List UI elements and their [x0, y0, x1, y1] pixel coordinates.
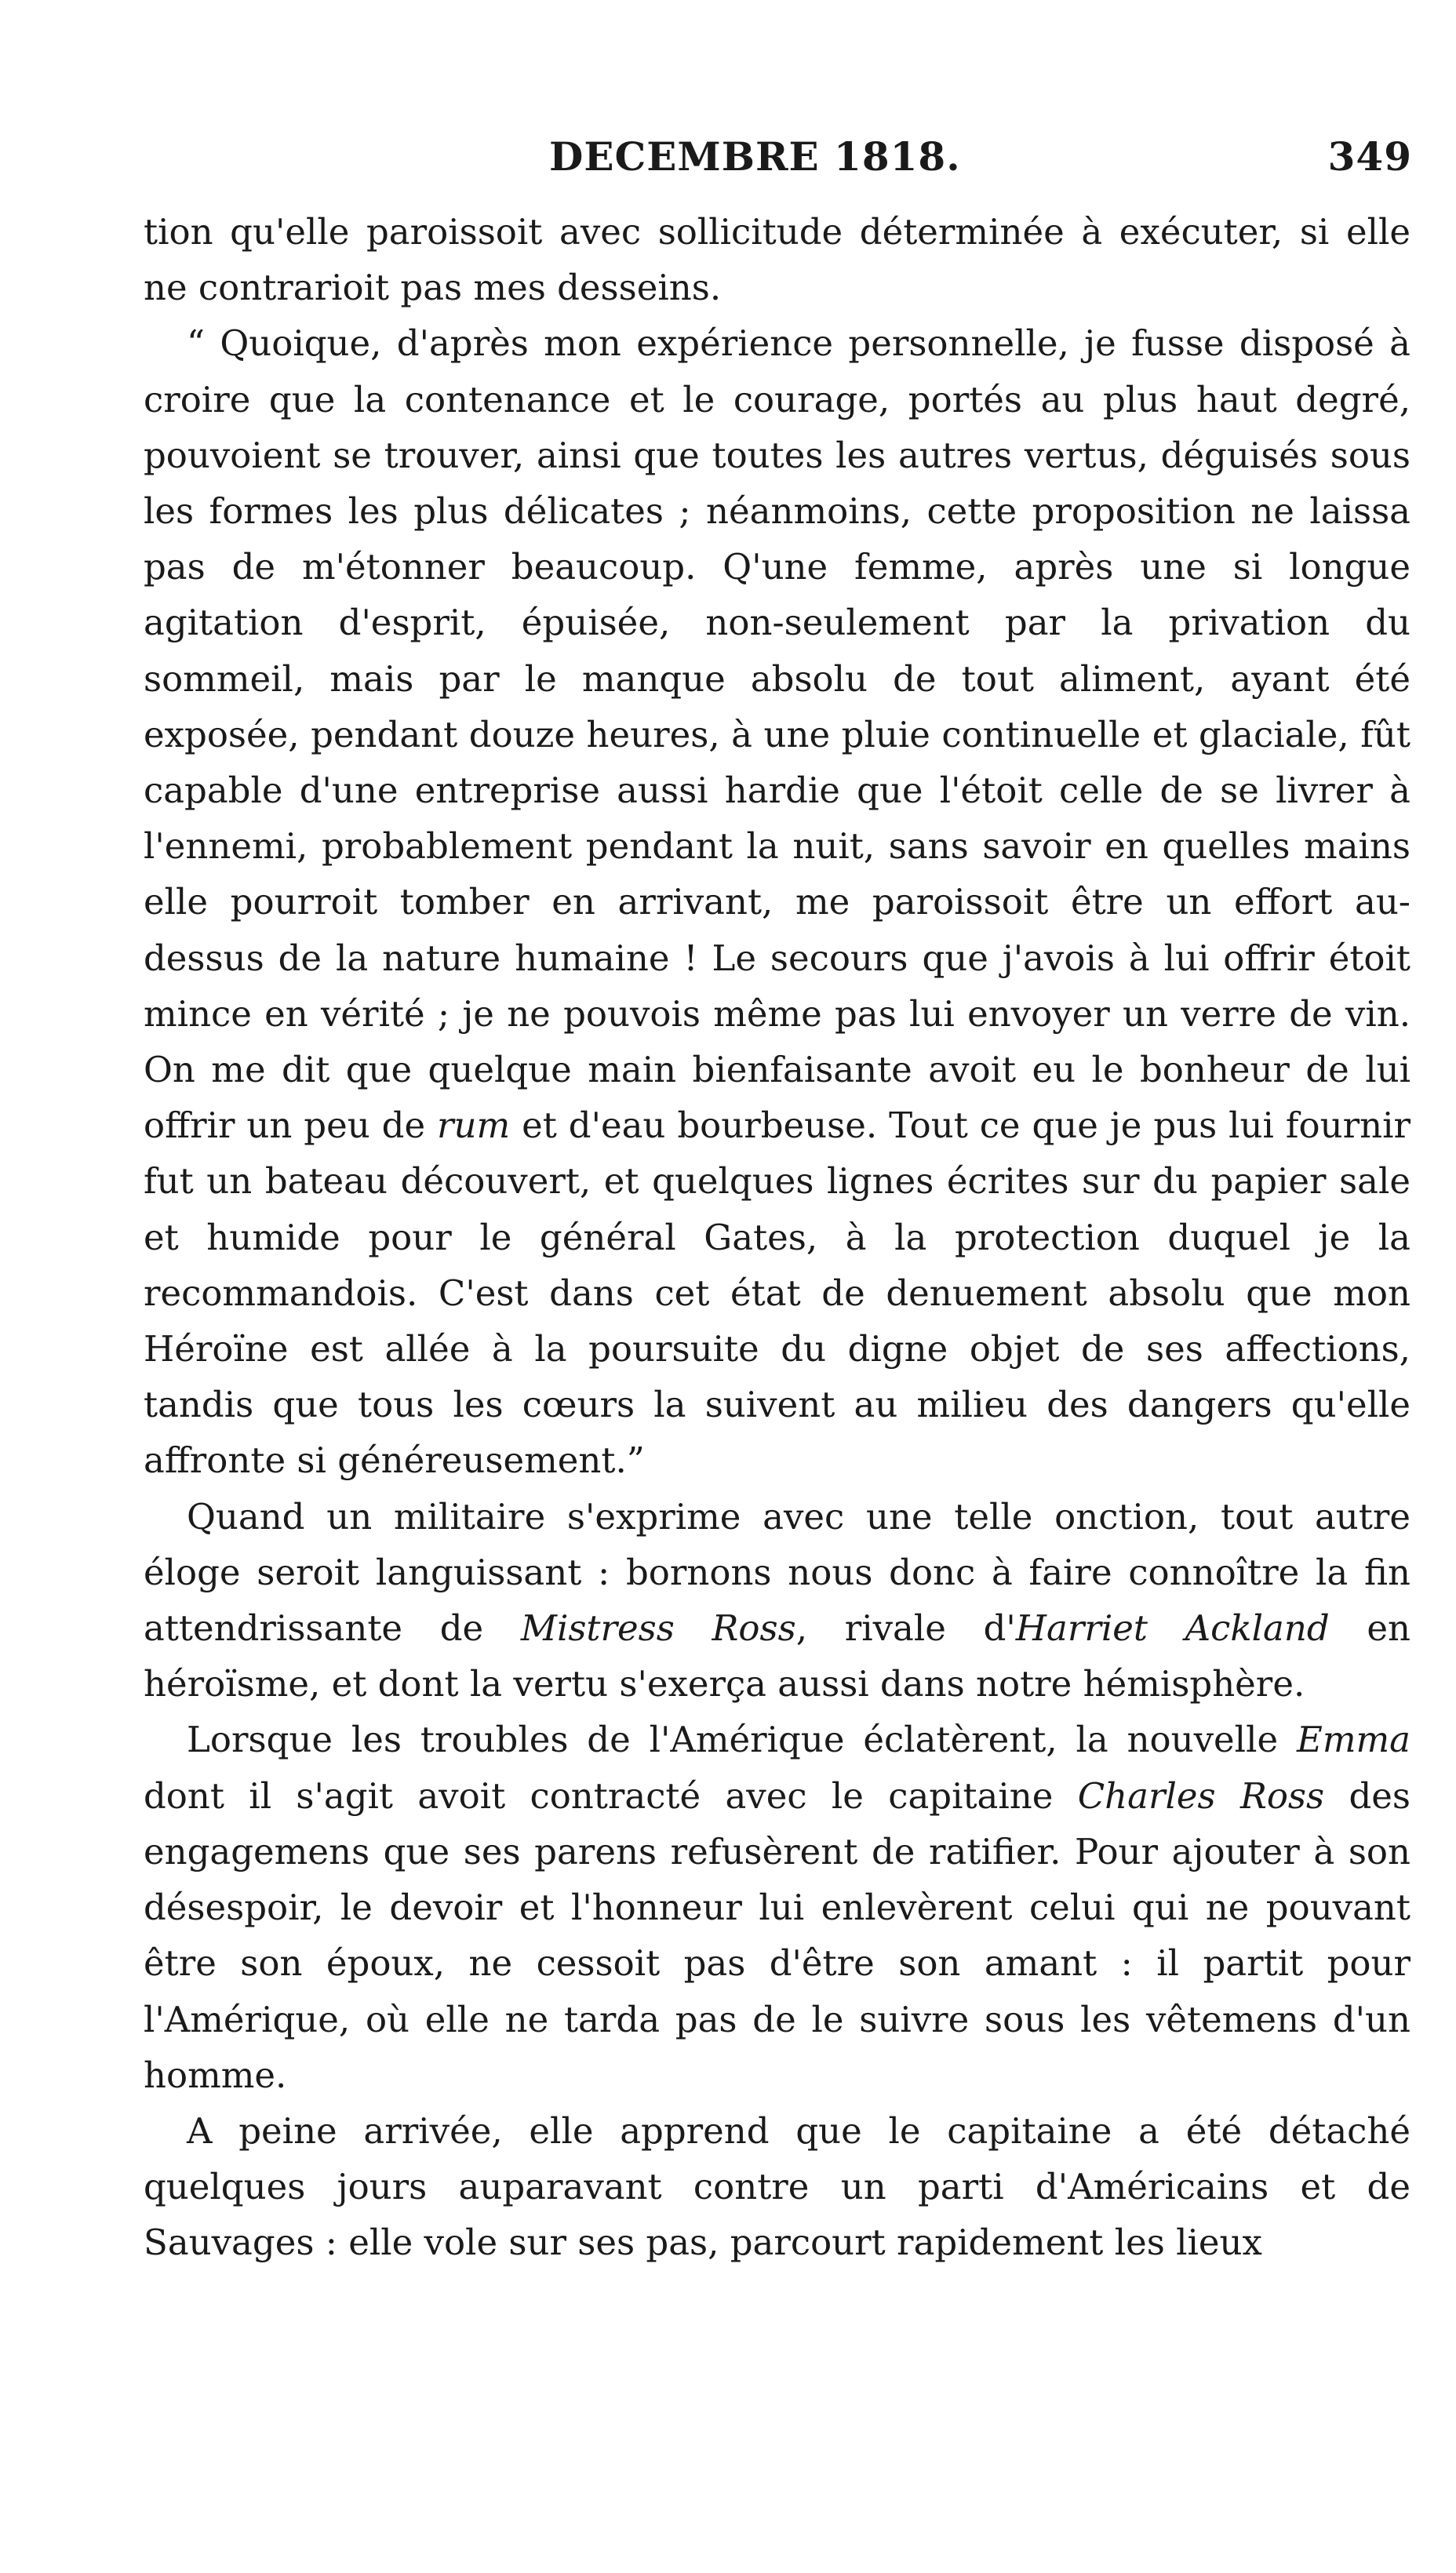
text-segment: et d'eau bourbeuse. Tout ce que je pus lui fournir fut un bateau découvert, et quelques lignes écrites sur du papier sale et humide pour le général Gates, à la protection duquel je la recommandois. C'est dans cet état de denuement absolu que mon Héroïne est allée à la poursuite du digne objet de ses affections, tandis que tous les cœurs la suivent au milieu des dangers qu'elle affronte si généreusement.”: [144, 1105, 1410, 1482]
running-head: [549, 133, 1412, 188]
text-segment: Lorsque les troubles de l'Amérique éclatèrent, la nouvelle: [187, 1719, 1297, 1761]
page-number: 349: [1327, 133, 1412, 180]
italic-text: Harriet Ackland: [1015, 1607, 1330, 1650]
text-segment: des engagemens que ses parens refusèrent de ratifier. Pour ajouter à son désespoir, le devoir et l'honneur lui enlevèrent celui qui ne pouvant être son époux, ne cessoit pas d'être son amant : il partit pour l'Amérique, où elle ne tarda pas de le suivre sous les vêtemens d'un homme.: [144, 1774, 1410, 2096]
paragraph: [144, 204, 1410, 315]
paragraph: [144, 315, 1410, 1488]
italic-text: rum: [437, 1105, 511, 1147]
paragraph: [144, 2103, 1410, 2271]
text-segment: en héroïsme, et dont la vertu s'exerça aussi dans notre hémisphère.: [144, 1607, 1410, 1705]
text-segment: tion qu'elle paroissoit avec sollicitude déterminée à exécuter, si elle ne contrarioit pas mes desseins.: [144, 211, 1410, 309]
paragraph: [144, 1712, 1410, 2102]
text-segment: Quand un militaire s'exprime avec une telle onction, tout autre éloge seroit languissant : bornons nous donc à faire connoître la fin attendrissante de: [144, 1495, 1410, 1650]
italic-text: Emma: [1296, 1719, 1410, 1761]
text-segment: dont il s'agit avoit contracté avec le capitaine: [144, 1774, 1078, 1817]
running-head-title: DECEMBRE 1818.: [549, 133, 961, 180]
text-segment: A peine arrivée, elle apprend que le capitaine a été détaché quelques jours auparavant contre un parti d'Américains et de Sauvages : elle vole sur ses pas, parcourt rapidement les lieux: [144, 2109, 1410, 2264]
paragraph: [144, 1489, 1410, 1712]
italic-text: Mistress Ross: [520, 1607, 796, 1650]
body-text: [144, 204, 1410, 2271]
text-segment: “ Quoique, d'après mon expérience personnelle, je fusse disposé à croire que la contenance et le courage, portés au plus haut degré, pouvoient se trouver, ainsi que toutes les autres vertus, déguisés sous les formes les plus délicates ; néanmoins, cette proposition ne laissa pas de m'étonner beaucoup. Q'une femme, après une si longue agitation d'esprit, épuisée, non-seulement par la privation du sommeil, mais par le manque absolu de tout aliment, ayant été exposée, pendant douze heures, à une pluie continuelle et glaciale, fût capable d'une entreprise aussi hardie que l'étoit celle de se livrer à l'ennemi, probablement pendant la nuit, sans savoir en quelles mains elle pourroit tomber en arrivant, me paroissoit être un effort au-dessus de la nature humaine ! Le secours que j'avois à lui offrir étoit mince en vérité ; je ne pouvois même pas lui envoyer un verre de vin. On me dit que quelque main bienfaisante avoit eu le bonheur de lui offrir un peu de: [144, 322, 1410, 1147]
text-segment: , rivale d': [795, 1607, 1016, 1650]
italic-text: Charles Ross: [1077, 1774, 1325, 1817]
